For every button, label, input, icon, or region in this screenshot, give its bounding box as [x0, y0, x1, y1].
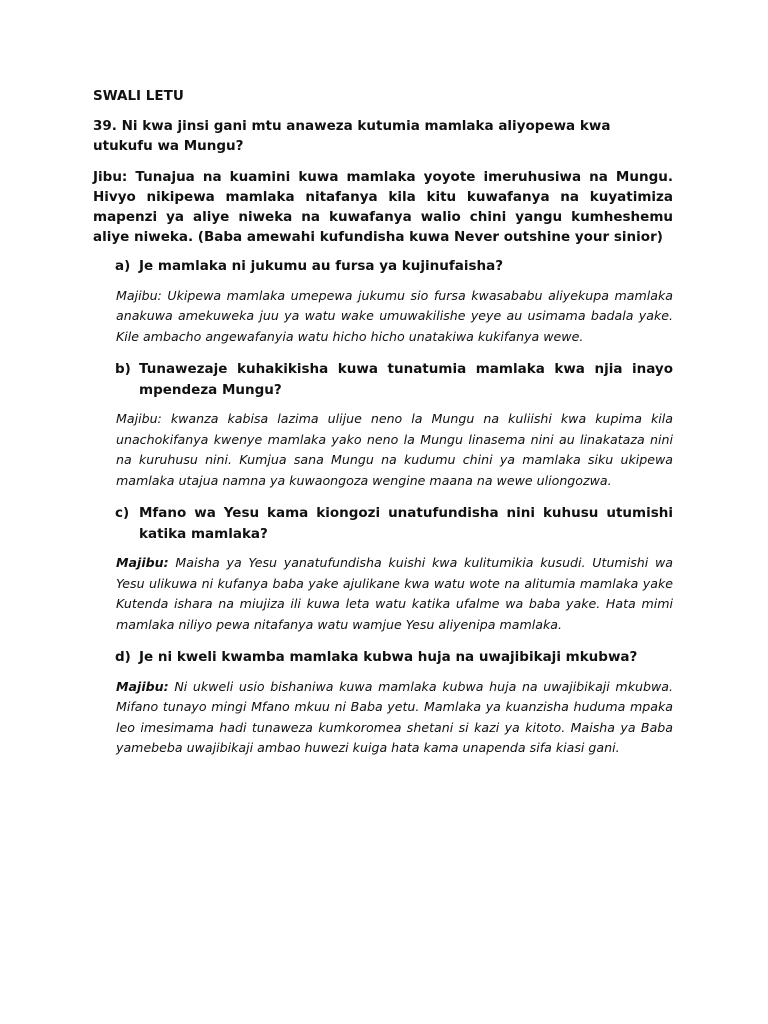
list-letter: c) — [115, 505, 130, 521]
sub-answer — [116, 677, 673, 759]
question-text: Je ni kweli kwamba mamlaka kubwa huja na uwajibikaji mkubwa? — [139, 649, 638, 665]
sub-question-text — [115, 647, 673, 668]
document-page — [93, 86, 673, 771]
list-letter: b) — [115, 361, 131, 377]
main-answer: Jibu: Tunajua na kuamini kuwa mamlaka yoyote imeruhusiwa na Mungu. Hivyo nikipewa mamlaka nitafanya kila kitu kuwafanya na kuyatimiza mapenzi ya aliye niweka na kuwafanya walio chini yangu kumheshemu aliye niweka. (Baba amewahi kufundisha kuwa Never outshine your sinior) — [93, 169, 673, 245]
answer-label: Majibu: — [116, 678, 169, 694]
answer-body: Ukipewa mamlaka umepewa jukumu sio fursa kwasababu aliyekupa mamlaka anakuwa amekuweka juu ya watu wake umuwakilishe yeye au usimama badala yake. Kile ambacho angewafanyia watu hicho hicho unatakiwa kukifanya wewe. — [116, 287, 673, 344]
list-letter: a) — [115, 258, 131, 274]
sub-question-text — [115, 503, 673, 544]
document-heading: SWALI LETU — [93, 88, 184, 104]
question-text: Mfano wa Yesu kama kiongozi unatufundisha nini kuhusu utumishi katika mamlaka? — [139, 505, 673, 542]
sub-answer — [116, 553, 673, 635]
sub-answer — [116, 286, 673, 348]
main-question: 39. Ni kwa jinsi gani mtu anaweza kutumia mamlaka aliyopewa kwa utukufu wa Mungu? — [93, 118, 611, 154]
sub-question-text — [115, 256, 673, 277]
answer-body: Maisha ya Yesu yanatufundisha kuishi kwa kulitumikia kusudi. Utumishi wa Yesu ulikuwa ni kufanya baba yake ajulikane kwa watu wote na alitumia mamlaka yake Kutenda ishara na miujiza ili kuwa leta watu katika ufalme wa baba yake. Hata mimi mamlaka niliyo pewa nitafanya watu wamjue Yesu aliyenipa mamlaka. — [116, 555, 673, 632]
answer-text: Majibu: — [116, 411, 162, 426]
sub-question-c — [93, 503, 673, 635]
answer-text: Majibu: — [116, 287, 162, 303]
list-letter: d) — [115, 649, 131, 665]
question-text: Tunawezaje kuhakikisha kuwa tunatumia mamlaka kwa njia inayo mpendeza Mungu? — [139, 361, 673, 398]
sub-question-text — [115, 359, 673, 400]
sub-question-a — [93, 256, 673, 347]
answer-body: kwanza kabisa lazima ulijue neno la Mungu na kuliishi kwa kupima kila unachokifanya kwenye mamlaka yako neno la Mungu linasema nini au linakataza nini na kuruhusu nini. Kumjua sana Mungu na kudumu chini ya mamlaka siku ukipewa mamlaka utajua namna ya kuwaongoza wengine maana na wewe uliongozwa. — [116, 411, 673, 488]
question-text: Je mamlaka ni jukumu au fursa ya kujinufaisha? — [139, 258, 504, 274]
sub-question-b — [93, 359, 673, 491]
answer-label: Majibu: — [116, 555, 169, 570]
answer-body: Ni ukweli usio bishaniwa kuwa mamlaka kubwa huja na uwajibikaji mkubwa. Mifano tunayo mingi Mfano mkuu ni Baba yetu. Mamlaka ya kuanzisha huduma mpaka leo imesimama hadi tunaweza kumkoromea shetani si kazi ya kitoto. Maisha ya Baba yamebeba uwajibikaji ambao huwezi kuiga hata kama unapenda sifa kiasi gani. — [116, 678, 673, 755]
sub-answer — [116, 409, 673, 491]
sub-question-d — [93, 647, 673, 759]
